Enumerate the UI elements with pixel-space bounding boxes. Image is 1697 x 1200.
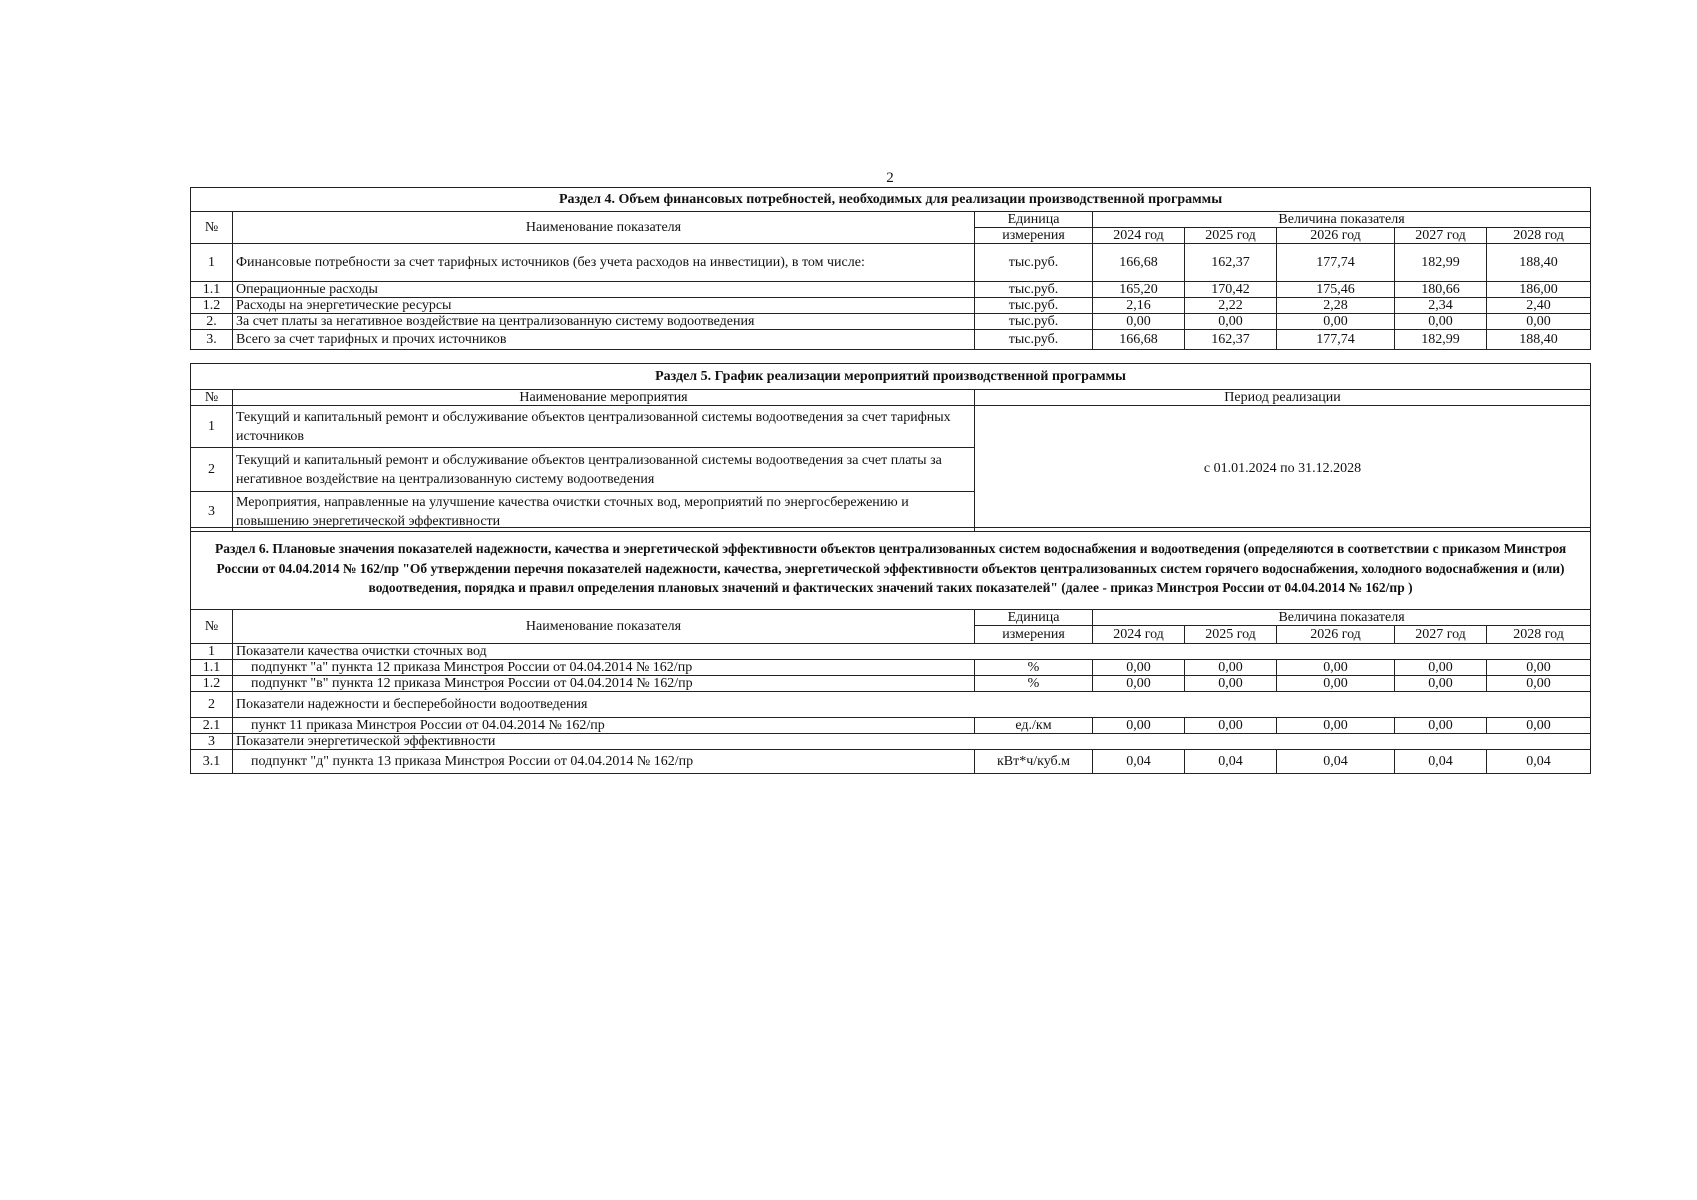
col-unit-header-line2: измерения	[975, 626, 1093, 644]
row-unit: тыс.руб.	[975, 314, 1093, 330]
row-value: 162,37	[1185, 244, 1277, 282]
row-value: 177,74	[1277, 330, 1395, 350]
row-value: 0,00	[1487, 718, 1591, 734]
row-value: 0,00	[1487, 314, 1591, 330]
row-name: Текущий и капитальный ремонт и обслуживание объектов централизованной системы водоотведения за счет платы за негативное воздействие на централизованную систему водоотведения	[233, 448, 975, 492]
row-value: 166,68	[1093, 330, 1185, 350]
row-value: 0,04	[1277, 750, 1395, 774]
row-value: 2,34	[1395, 298, 1487, 314]
row-value: 0,00	[1487, 676, 1591, 692]
row-value: 165,20	[1093, 282, 1185, 298]
row-name: Текущий и капитальный ремонт и обслуживание объектов централизованной системы водоотведения за счет тарифных источников	[233, 406, 975, 448]
table-row	[191, 718, 1591, 734]
row-name: Мероприятия, направленные на улучшение качества очистки сточных вод, мероприятий по энергосбережению и повышению энергетической эффективности	[233, 492, 975, 532]
row-value: 2,16	[1093, 298, 1185, 314]
section4-title: Раздел 4. Объем финансовых потребностей, необходимых для реализации производственной программы	[191, 188, 1591, 212]
row-name: Операционные расходы	[233, 282, 975, 298]
row-value: 0,04	[1185, 750, 1277, 774]
col-value-header: Величина показателя	[1093, 610, 1591, 626]
row-value: 0,00	[1395, 660, 1487, 676]
table-row	[191, 692, 1591, 718]
col-num-header: №	[191, 390, 233, 406]
col-period-header: Период реализации	[975, 390, 1591, 406]
row-name: подпункт "в" пункта 12 приказа Минстроя России от 04.04.2014 № 162/пр	[233, 676, 975, 692]
table-row	[191, 314, 1591, 330]
row-name: подпункт "д" пункта 13 приказа Минстроя России от 04.04.2014 № 162/пр	[233, 750, 975, 774]
row-num: 1.2	[191, 298, 233, 314]
row-value: 175,46	[1277, 282, 1395, 298]
col-unit-header-line1: Единица	[975, 212, 1093, 228]
period-value: с 01.01.2024 по 31.12.2028	[975, 406, 1591, 532]
col-name-header: Наименование показателя	[233, 212, 975, 244]
row-num: 1.1	[191, 660, 233, 676]
row-value: 0,00	[1487, 660, 1591, 676]
row-num: 1.1	[191, 282, 233, 298]
group-name: Показатели энергетической эффективности	[233, 734, 1591, 750]
table-row	[191, 330, 1591, 350]
table-row	[191, 406, 1591, 448]
row-value: 0,04	[1093, 750, 1185, 774]
section6-title: Раздел 6. Плановые значения показателей надежности, качества и энергетической эффективности объектов централизованных систем водоснабжения и водоотведения (определяются в соответствии с приказом Минстроя России от 04.04.2014 № 162/пр "Об утверждении перечня показателей надежности, качества, энергетической эффективности объектов централизованных систем горячего водоснабжения, холодного водоснабжения и (или) водоотведения, порядка и правил определения плановых значений и фактических значений таких показателей" (далее - приказ Минстроя России от 04.04.2014 № 162/пр )	[191, 528, 1591, 610]
row-num: 2	[191, 448, 233, 492]
col-value-header: Величина показателя	[1093, 212, 1591, 228]
row-num: 3.1	[191, 750, 233, 774]
row-unit: %	[975, 676, 1093, 692]
year-header: 2027 год	[1395, 228, 1487, 244]
section5-title: Раздел 5. График реализации мероприятий производственной программы	[191, 364, 1591, 390]
table-row	[191, 644, 1591, 660]
row-unit: ед./км	[975, 718, 1093, 734]
year-header: 2028 год	[1487, 228, 1591, 244]
table-row	[191, 660, 1591, 676]
row-unit: тыс.руб.	[975, 330, 1093, 350]
year-header: 2024 год	[1093, 228, 1185, 244]
year-header: 2025 год	[1185, 626, 1277, 644]
row-value: 0,00	[1093, 676, 1185, 692]
row-name: пункт 11 приказа Минстроя России от 04.04.2014 № 162/пр	[233, 718, 975, 734]
row-value: 182,99	[1395, 330, 1487, 350]
row-value: 0,00	[1185, 660, 1277, 676]
row-num: 2.1	[191, 718, 233, 734]
row-num: 1	[191, 244, 233, 282]
row-name: Финансовые потребности за счет тарифных источников (без учета расходов на инвестиции), в том числе:	[233, 244, 975, 282]
group-name: Показатели качества очистки сточных вод	[233, 644, 1591, 660]
row-value: 182,99	[1395, 244, 1487, 282]
table-row	[191, 676, 1591, 692]
row-value: 166,68	[1093, 244, 1185, 282]
year-header: 2024 год	[1093, 626, 1185, 644]
row-value: 2,28	[1277, 298, 1395, 314]
row-num: 2.	[191, 314, 233, 330]
row-name: За счет платы за негативное воздействие на централизованную систему водоотведения	[233, 314, 975, 330]
row-value: 2,40	[1487, 298, 1591, 314]
row-value: 0,00	[1277, 718, 1395, 734]
row-num: 3.	[191, 330, 233, 350]
table-row	[191, 734, 1591, 750]
row-unit: тыс.руб.	[975, 298, 1093, 314]
row-value: 170,42	[1185, 282, 1277, 298]
col-unit-header-line1: Единица	[975, 610, 1093, 626]
row-num: 1.2	[191, 676, 233, 692]
row-name: Всего за счет тарифных и прочих источников	[233, 330, 975, 350]
row-value: 0,00	[1093, 660, 1185, 676]
row-value: 0,00	[1185, 676, 1277, 692]
col-num-header: №	[191, 610, 233, 644]
year-header: 2028 год	[1487, 626, 1591, 644]
row-value: 0,04	[1395, 750, 1487, 774]
year-header: 2025 год	[1185, 228, 1277, 244]
row-value: 0,00	[1277, 314, 1395, 330]
row-value: 0,00	[1277, 676, 1395, 692]
row-value: 2,22	[1185, 298, 1277, 314]
row-unit: тыс.руб.	[975, 244, 1093, 282]
row-value: 0,00	[1277, 660, 1395, 676]
row-value: 0,04	[1487, 750, 1591, 774]
row-unit: кВт*ч/куб.м	[975, 750, 1093, 774]
row-value: 0,00	[1395, 314, 1487, 330]
row-num: 3	[191, 492, 233, 532]
row-value: 177,74	[1277, 244, 1395, 282]
year-header: 2027 год	[1395, 626, 1487, 644]
year-header: 2026 год	[1277, 228, 1395, 244]
row-value: 186,00	[1487, 282, 1591, 298]
row-value: 0,00	[1093, 718, 1185, 734]
row-num: 1	[191, 406, 233, 448]
row-value: 0,00	[1395, 718, 1487, 734]
row-value: 188,40	[1487, 330, 1591, 350]
section6-table	[190, 527, 1591, 774]
table-row	[191, 244, 1591, 282]
table-row	[191, 750, 1591, 774]
col-unit-header-line2: измерения	[975, 228, 1093, 244]
group-name: Показатели надежности и бесперебойности водоотведения	[233, 692, 1591, 718]
col-num-header: №	[191, 212, 233, 244]
row-unit: %	[975, 660, 1093, 676]
row-value: 0,00	[1395, 676, 1487, 692]
table-row	[191, 298, 1591, 314]
col-name-header: Наименование показателя	[233, 610, 975, 644]
row-value: 0,00	[1093, 314, 1185, 330]
row-name: подпункт "а" пункта 12 приказа Минстроя России от 04.04.2014 № 162/пр	[233, 660, 975, 676]
row-name: Расходы на энергетические ресурсы	[233, 298, 975, 314]
row-unit: тыс.руб.	[975, 282, 1093, 298]
table-row	[191, 282, 1591, 298]
page-number: 2	[886, 170, 894, 186]
section5-table	[190, 363, 1591, 532]
row-num: 1	[191, 644, 233, 660]
row-num: 3	[191, 734, 233, 750]
row-value: 0,00	[1185, 718, 1277, 734]
year-header: 2026 год	[1277, 626, 1395, 644]
row-value: 162,37	[1185, 330, 1277, 350]
col-name-header: Наименование мероприятия	[233, 390, 975, 406]
section4-table	[190, 187, 1591, 350]
row-value: 188,40	[1487, 244, 1591, 282]
row-value: 0,00	[1185, 314, 1277, 330]
row-num: 2	[191, 692, 233, 718]
row-value: 180,66	[1395, 282, 1487, 298]
